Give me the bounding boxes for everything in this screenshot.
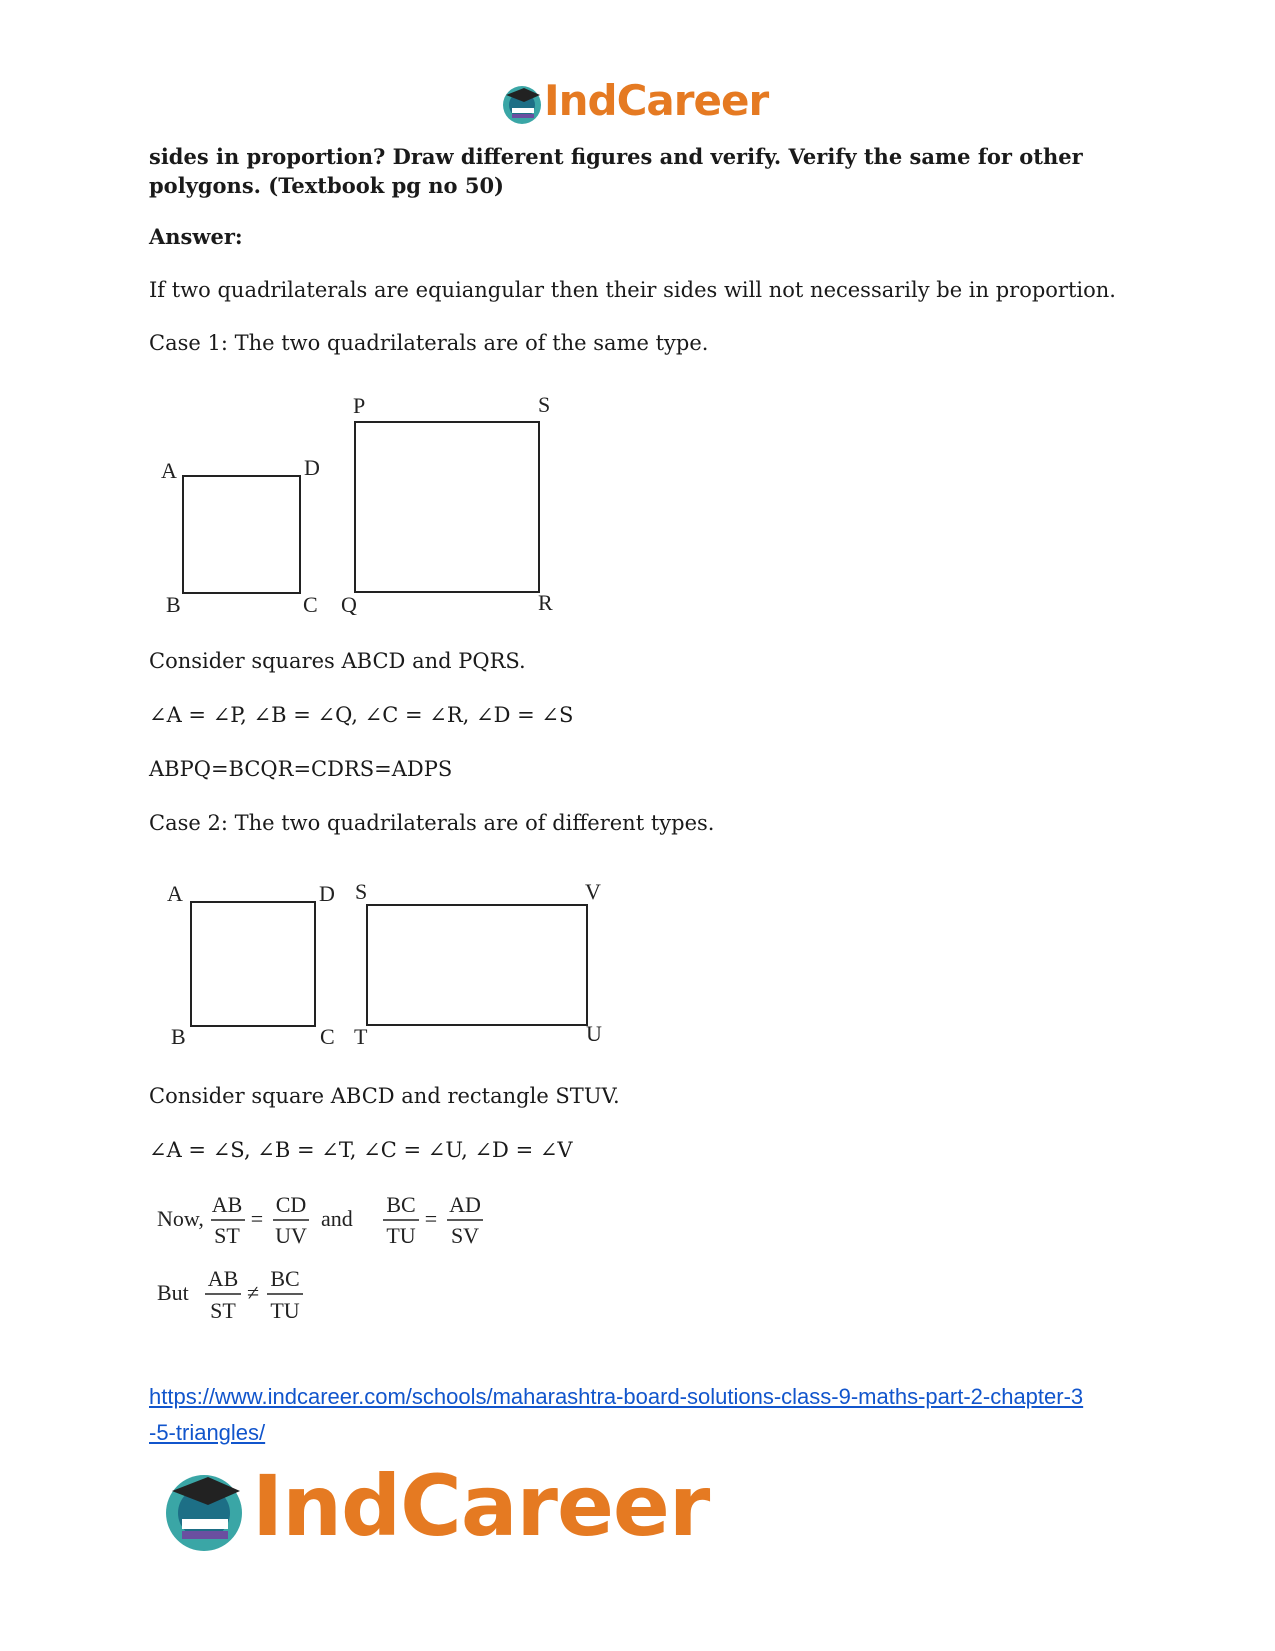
- source-link[interactable]: [149, 1379, 1149, 1451]
- source-link-line-2[interactable]: -5-triangles/: [149, 1420, 266, 1445]
- label-u: U: [586, 1021, 602, 1046]
- case1-heading: Case 1: The two quadrilaterals are of the same type.: [149, 331, 709, 355]
- label-b: B: [171, 1024, 186, 1048]
- frac3-den: TU: [386, 1223, 416, 1248]
- eq-2: =: [424, 1206, 438, 1231]
- label-v: V: [585, 879, 601, 904]
- eq-1: =: [250, 1206, 264, 1231]
- header-logo[interactable]: [500, 76, 772, 126]
- label-q: Q: [341, 592, 357, 615]
- graduation-cap-logo-icon: [160, 1465, 256, 1561]
- frac1-den: ST: [214, 1223, 240, 1248]
- frac4-den: SV: [450, 1223, 480, 1248]
- frac2-num: CD: [275, 1192, 307, 1217]
- case1-angles: ∠A = ∠P, ∠B = ∠Q, ∠C = ∠R, ∠D = ∠S: [149, 703, 574, 727]
- label-r: R: [538, 590, 553, 615]
- square-abcd: [183, 476, 300, 593]
- case2-heading: Case 2: The two quadrilaterals are of different types.: [149, 811, 715, 835]
- but-word: But: [157, 1280, 189, 1305]
- frac5-num: AB: [207, 1266, 239, 1291]
- label-d: D: [319, 881, 335, 906]
- square-pqrs: [355, 422, 539, 592]
- answer-statement: If two quadrilaterals are equiangular then their sides will not necessarily be in proportion.: [149, 278, 1116, 302]
- label-p: P: [353, 393, 366, 418]
- question-line-2: polygons. (Textbook pg no 50): [149, 173, 504, 198]
- label-d: D: [304, 455, 320, 480]
- frac2-den: UV: [275, 1223, 307, 1248]
- answer-label: Answer:: [149, 224, 243, 249]
- and-word: and: [321, 1206, 353, 1231]
- case2-consider: Consider square ABCD and rectangle STUV.: [149, 1084, 620, 1108]
- case2-angles: ∠A = ∠S, ∠B = ∠T, ∠C = ∠U, ∠D = ∠V: [149, 1138, 573, 1162]
- source-link-line-1[interactable]: https://www.indcareer.com/schools/maharashtra-board-solutions-class-9-maths-part-2-chapter-3: [149, 1384, 1084, 1409]
- label-c: C: [320, 1024, 335, 1048]
- question-line-1: sides in proportion? Draw different figures and verify. Verify the same for other: [149, 144, 1083, 169]
- frac6-den: TU: [270, 1298, 300, 1323]
- label-c: C: [303, 592, 318, 615]
- label-s: S: [355, 879, 368, 904]
- label-t: T: [354, 1024, 368, 1048]
- frac6-num: BC: [270, 1266, 300, 1291]
- label-a: A: [167, 881, 183, 906]
- not-equal: ≠: [246, 1280, 260, 1305]
- frac3-num: BC: [386, 1192, 416, 1217]
- footer-logo[interactable]: [160, 1457, 710, 1561]
- now-word: Now,: [157, 1206, 204, 1231]
- frac1-num: AB: [211, 1192, 243, 1217]
- rectangle-stuv: [367, 905, 587, 1025]
- frac5-den: ST: [210, 1298, 236, 1323]
- frac4-num: AD: [449, 1192, 481, 1217]
- label-a: A: [161, 458, 177, 483]
- case2-figure: [149, 868, 619, 1048]
- case1-consider: Consider squares ABCD and PQRS.: [149, 649, 526, 673]
- case1-figure: [149, 390, 569, 615]
- case1-ratios: ABPQ=BCQR=CDRS=ADPS: [149, 757, 453, 781]
- square-abcd: [191, 902, 315, 1026]
- label-b: B: [166, 592, 181, 615]
- brand-name: IndCareer: [544, 76, 769, 125]
- ratio-equations: [149, 1188, 509, 1338]
- label-s: S: [538, 392, 551, 417]
- brand-name-large: IndCareer: [252, 1457, 710, 1555]
